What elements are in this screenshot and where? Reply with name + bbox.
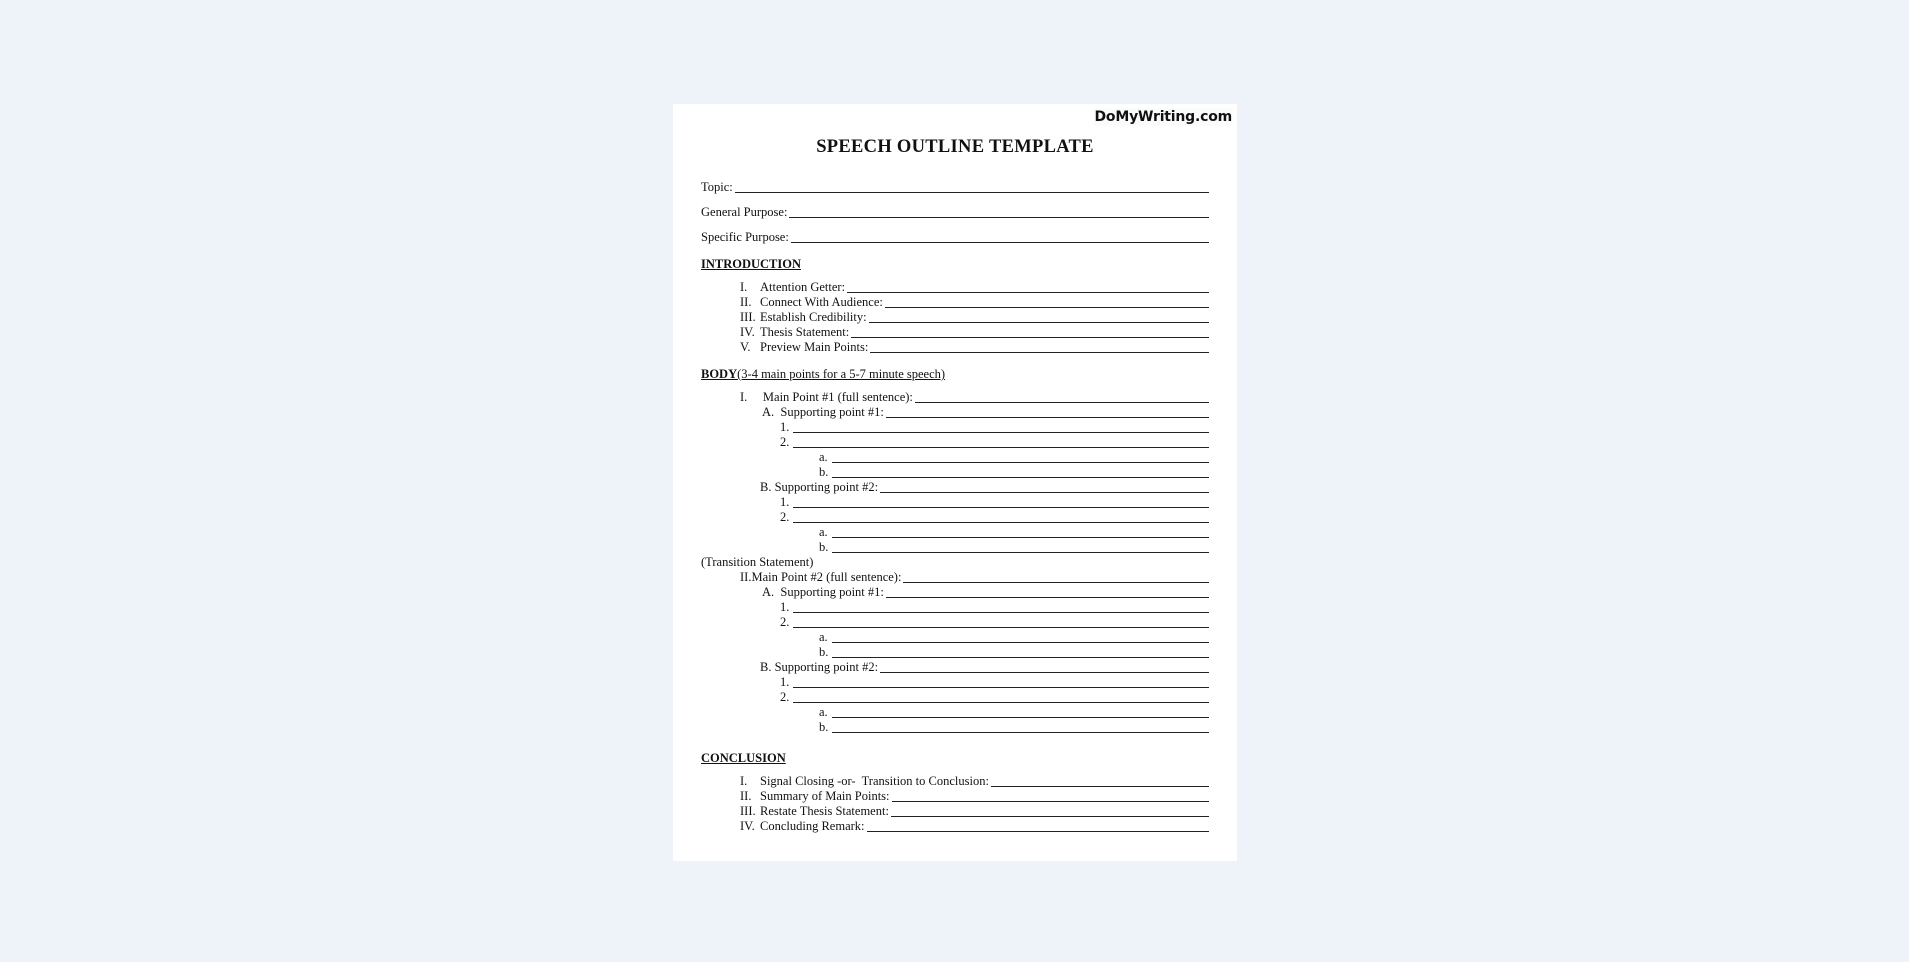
- blank-line: [880, 672, 1209, 673]
- brand-watermark: DoMyWriting.com: [1094, 109, 1232, 125]
- item-label: Concluding Remark:: [760, 819, 865, 833]
- blank-line: [793, 432, 1209, 433]
- supporting-point-2b[interactable]: [701, 660, 1209, 675]
- item-number: a.: [819, 450, 828, 464]
- sub-sub-point[interactable]: [701, 450, 1209, 465]
- sub-point[interactable]: [701, 690, 1209, 705]
- intro-item[interactable]: [701, 340, 1209, 355]
- blank-line: [832, 462, 1209, 463]
- item-number: 1.: [780, 675, 790, 689]
- blank-line: [915, 402, 1209, 403]
- field-label: General Purpose:: [701, 205, 788, 219]
- item-number: II.: [740, 295, 752, 309]
- specific-purpose-field[interactable]: [701, 220, 1209, 245]
- blank-line: [735, 192, 1209, 193]
- item-label: A. Supporting point #1:: [762, 585, 884, 599]
- document-page: [673, 104, 1237, 861]
- sub-point[interactable]: [701, 420, 1209, 435]
- blank-line: [847, 292, 1209, 293]
- item-label: I. Main Point #1 (full sentence):: [740, 390, 913, 404]
- blank-line: [880, 492, 1209, 493]
- document-title: SPEECH OUTLINE TEMPLATE: [816, 137, 1094, 157]
- conclusion-item[interactable]: [701, 774, 1209, 789]
- item-number: III.: [740, 804, 756, 818]
- supporting-point-2a[interactable]: [701, 585, 1209, 600]
- blank-line: [791, 242, 1209, 243]
- introduction-heading: [701, 255, 1209, 273]
- supporting-point-1a[interactable]: [701, 405, 1209, 420]
- general-purpose-field[interactable]: [701, 195, 1209, 220]
- blank-line: [991, 786, 1209, 787]
- section-heading-text: INTRODUCTION: [701, 257, 802, 271]
- item-label: Preview Main Points:: [760, 340, 869, 354]
- blank-line: [870, 352, 1209, 353]
- blank-line: [832, 552, 1209, 553]
- blank-line: [892, 801, 1209, 802]
- blank-line: [832, 537, 1209, 538]
- item-number: b.: [819, 720, 829, 734]
- item-label: Connect With Audience:: [760, 295, 883, 309]
- item-number: I.: [740, 774, 748, 788]
- supporting-point-1b[interactable]: [701, 480, 1209, 495]
- item-number: 1.: [780, 600, 790, 614]
- item-label: B. Supporting point #2:: [760, 660, 879, 674]
- blank-line: [793, 507, 1209, 508]
- conclusion-item[interactable]: [701, 804, 1209, 819]
- blank-line: [886, 597, 1209, 598]
- blank-line: [832, 477, 1209, 478]
- sub-point[interactable]: [701, 675, 1209, 690]
- section-heading-text: BODY: [701, 367, 738, 381]
- item-label: B. Supporting point #2:: [760, 480, 879, 494]
- item-number: II.: [740, 789, 752, 803]
- blank-line: [832, 717, 1209, 718]
- body-heading: [701, 365, 1209, 383]
- intro-item[interactable]: [701, 295, 1209, 310]
- blank-line: [867, 831, 1210, 832]
- item-number: V.: [740, 340, 751, 354]
- item-label: Summary of Main Points:: [760, 789, 890, 803]
- item-number: 1.: [780, 495, 790, 509]
- topic-field[interactable]: [701, 170, 1209, 195]
- blank-line: [832, 732, 1209, 733]
- item-number: 2.: [780, 690, 790, 704]
- intro-item[interactable]: [701, 280, 1209, 295]
- sub-sub-point[interactable]: [701, 465, 1209, 480]
- item-number: III.: [740, 310, 756, 324]
- blank-line: [891, 816, 1209, 817]
- conclusion-heading: [701, 749, 1209, 767]
- item-number: a.: [819, 525, 828, 539]
- section-heading-text: CONCLUSION: [701, 751, 786, 765]
- item-number: IV.: [740, 819, 755, 833]
- intro-item[interactable]: [701, 310, 1209, 325]
- blank-line: [793, 612, 1209, 613]
- item-number: b.: [819, 465, 829, 479]
- sub-point[interactable]: [701, 600, 1209, 615]
- item-label: A. Supporting point #1:: [762, 405, 884, 419]
- item-number: 2.: [780, 435, 790, 449]
- item-number: I.: [740, 280, 748, 294]
- sub-sub-point[interactable]: [701, 630, 1209, 645]
- item-number: b.: [819, 645, 829, 659]
- sub-sub-point[interactable]: [701, 645, 1209, 660]
- item-label: Attention Getter:: [760, 280, 846, 294]
- blank-line: [885, 307, 1209, 308]
- item-number: b.: [819, 540, 829, 554]
- blank-line: [851, 337, 1209, 338]
- sub-point[interactable]: [701, 615, 1209, 630]
- blank-line: [832, 642, 1209, 643]
- sub-sub-point[interactable]: [701, 540, 1209, 555]
- item-number: 1.: [780, 420, 790, 434]
- item-number: 2.: [780, 615, 790, 629]
- sub-sub-point[interactable]: [701, 705, 1209, 720]
- main-point-2[interactable]: [701, 570, 1209, 585]
- outline-content: [701, 134, 1209, 834]
- blank-line: [793, 687, 1209, 688]
- body-note: (3-4 main points for a 5-7 minute speech): [737, 367, 946, 381]
- blank-line: [793, 627, 1209, 628]
- transition-statement: [701, 555, 1209, 570]
- blank-line: [832, 657, 1209, 658]
- blank-line: [793, 447, 1209, 448]
- item-number: IV.: [740, 325, 755, 339]
- sub-point[interactable]: [701, 495, 1209, 510]
- item-label: II.Main Point #2 (full sentence):: [740, 570, 902, 584]
- blank-line: [793, 702, 1209, 703]
- blank-line: [886, 417, 1209, 418]
- item-label: Thesis Statement:: [760, 325, 850, 339]
- item-number: a.: [819, 705, 828, 719]
- item-number: 2.: [780, 510, 790, 524]
- intro-item[interactable]: [701, 325, 1209, 340]
- field-label: Specific Purpose:: [701, 230, 789, 244]
- blank-line: [789, 217, 1209, 218]
- blank-line: [869, 322, 1209, 323]
- blank-line: [903, 582, 1209, 583]
- blank-line: [793, 522, 1209, 523]
- sub-point[interactable]: [701, 510, 1209, 525]
- sub-sub-point[interactable]: [701, 720, 1209, 735]
- transition-label: (Transition Statement): [701, 555, 814, 569]
- main-point-1[interactable]: [701, 390, 1209, 405]
- item-number: a.: [819, 630, 828, 644]
- conclusion-item[interactable]: [701, 819, 1209, 834]
- item-label: Restate Thesis Statement:: [760, 804, 889, 818]
- item-label: Signal Closing -or- Transition to Conclusion:: [760, 774, 989, 788]
- item-label: Establish Credibility:: [760, 310, 867, 324]
- sub-point[interactable]: [701, 435, 1209, 450]
- conclusion-item[interactable]: [701, 789, 1209, 804]
- field-label: Topic:: [701, 180, 733, 194]
- sub-sub-point[interactable]: [701, 525, 1209, 540]
